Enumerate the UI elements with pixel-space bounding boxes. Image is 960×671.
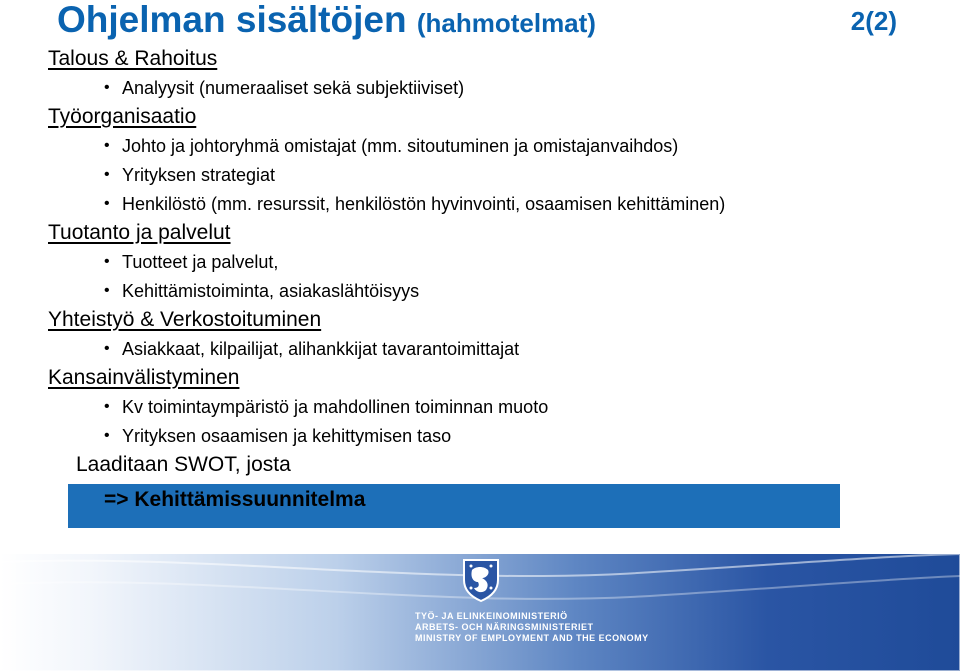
ministry-line-sv: ARBETS- OCH NÄRINGSMINISTERIET: [415, 622, 594, 632]
list-item: • Yrityksen strategiat: [48, 161, 928, 190]
list-item: • Analyysit (numeraaliset sekä subjektiiviset): [48, 74, 928, 103]
finance-list: [48, 74, 928, 103]
ministry-line-en: MINISTRY OF EMPLOYMENT AND THE ECONOMY: [415, 633, 649, 643]
production-list: [48, 248, 928, 306]
internationalization-list: [48, 393, 928, 451]
section-heading-organization: Työorganisaatio: [48, 105, 197, 128]
organization-list: [48, 132, 928, 219]
section-heading-finance: Talous & Rahoitus: [48, 47, 218, 70]
list-item: • Asiakkaat, kilpailijat, alihankkijat tavarantoimittajat: [48, 335, 928, 364]
list-item: • Henkilöstö (mm. resurssit, henkilöstön hyvinvointi, osaamisen kehittäminen): [48, 190, 928, 219]
swot-line: Laaditaan SWOT, josta: [76, 453, 291, 476]
section-heading-production: Tuotanto ja palvelut: [48, 221, 231, 244]
cooperation-list: [48, 335, 928, 364]
list-item: • Johto ja johtoryhmä omistajat (mm. sitoutuminen ja omistajanvaihdos): [48, 132, 928, 161]
list-item: • Tuotteet ja palvelut,: [48, 248, 928, 277]
section-heading-internationalization: Kansainvälistyminen: [48, 366, 240, 389]
title-main: Ohjelman sisältöjen: [57, 0, 407, 40]
list-item: • Kehittämistoiminta, asiakaslähtöisyys: [48, 277, 928, 306]
list-item: • Yrityksen osaamisen ja kehittymisen taso: [48, 422, 928, 451]
list-item: • Kv toimintaympäristö ja mahdollinen toiminnan muoto: [48, 393, 928, 422]
ministry-name: [415, 611, 649, 644]
page-number: 2(2): [850, 6, 897, 36]
section-heading-cooperation: Yhteistyö & Verkostoituminen: [48, 308, 322, 331]
title-sub: (hahmotelmat): [416, 8, 596, 38]
ministry-line-fi: TYÖ- JA ELINKEINOMINISTERIÖ: [415, 611, 568, 621]
content-area: [48, 45, 928, 481]
coat-of-arms-icon: [462, 558, 500, 602]
slide-title: [57, 0, 596, 43]
result-text: => Kehittämissuunnitelma: [104, 488, 366, 511]
